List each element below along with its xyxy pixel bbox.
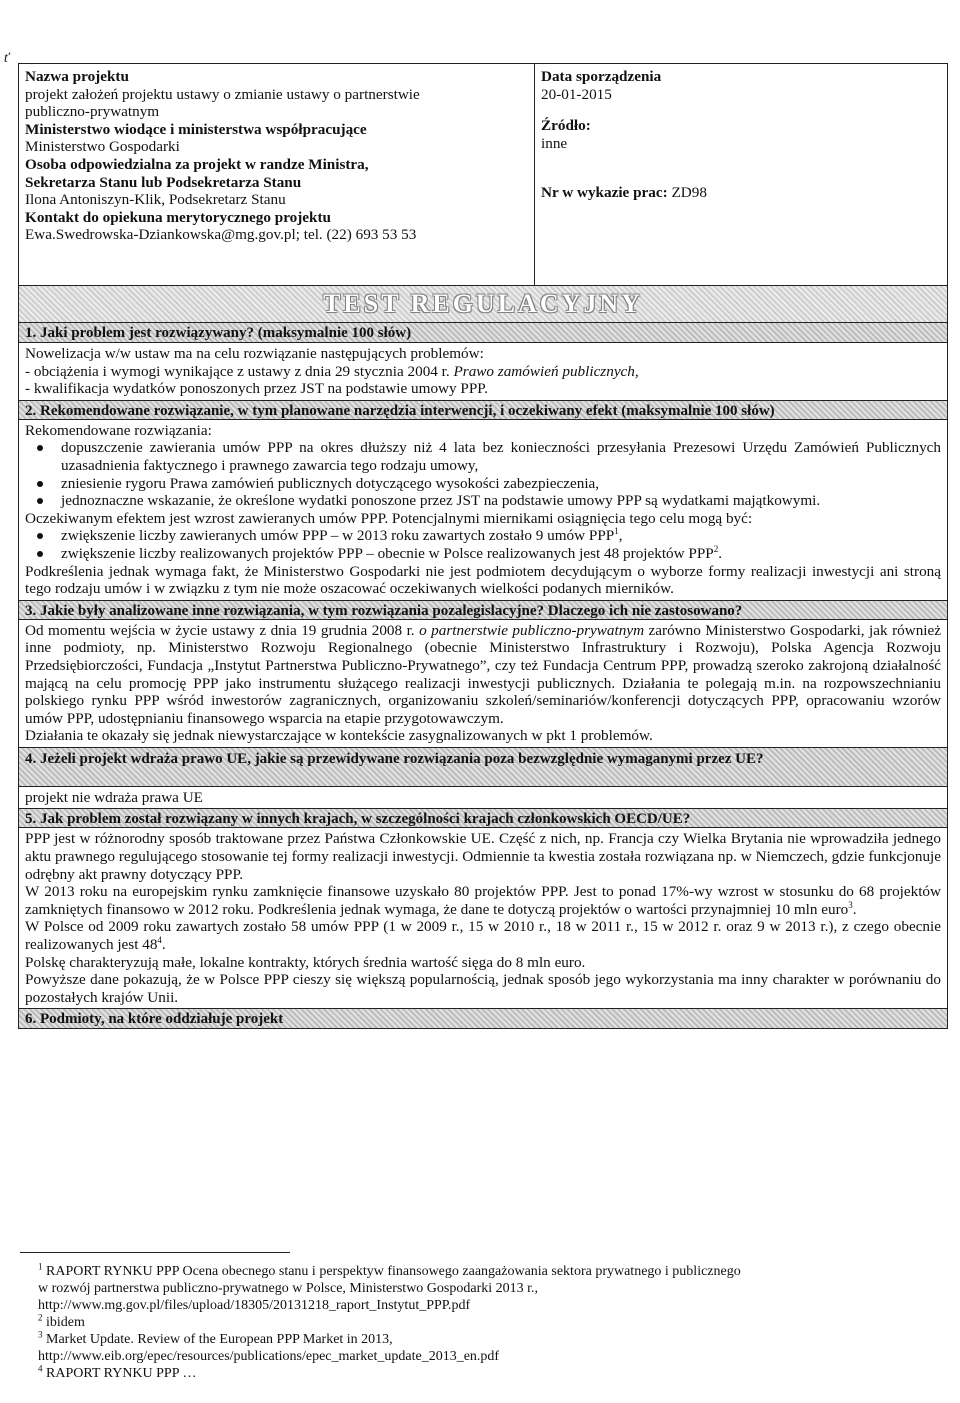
- footnote-1: [38, 1263, 918, 1280]
- s2-metrics: [25, 527, 941, 562]
- s5-paragraph-2: [25, 883, 941, 918]
- section-6-heading: 6. Podmioty, na które oddziałuje projekt: [19, 1008, 947, 1028]
- section-5-body: [19, 828, 947, 1008]
- source-label: Źródło:: [541, 117, 591, 135]
- footnote-1-text: RAPORT RYNKU PPP Ocena obecnego stanu i perspektyw finansowego zaangażowania sektora prywatnego i publicznego: [46, 1264, 741, 1279]
- header-block: [19, 64, 947, 286]
- footnote-ref-4: 4: [157, 934, 162, 945]
- metric-1-end: ,: [618, 527, 623, 545]
- s3-text-a: Od momentu wejścia w życie ustawy z dnia 19 grudnia 2008 r.: [25, 621, 420, 639]
- corner-mark: ť: [4, 51, 10, 66]
- footnote-ref-1: 1: [614, 526, 619, 537]
- s5-paragraph-5: Powyższe dane pokazują, że w Polsce PPP cieszy się większą popularnością, jednak sposób jego wykorzystania ma inny charakter w porównaniu do pozostałych krajów Unii.: [25, 971, 941, 1006]
- worklist-label: Nr w wykazie prac:: [541, 184, 668, 202]
- section-4-body: [19, 787, 947, 809]
- worklist-value: ZD98: [671, 184, 707, 202]
- responsible-value: Ilona Antoniszyn-Klik, Podsekretarz Stanu: [25, 191, 286, 209]
- footnotes: [18, 1252, 918, 1382]
- list-item: dopuszczenie zawierania umów PPP na okres dłuższy niż 4 lata bez konieczności przesyłania Prezesowi Urzędu Zamówień Publicznych uzasadnienia faktycznego i prawnego zawarcia tego rodzaju umowy,: [25, 439, 941, 474]
- s5-paragraph-1: PPP jest w różnorodny sposób traktowane przez Państwa Członkowskie UE. Część z nich, np. Francja czy Wielka Brytania nie wprowadziła jednego aktu prawnego regulującego stosowanie tej formy realizacji inwestycji. Odmiennie ta kwestia została rozwiązana np. w Niemczech, gdzie funkcjonuje odrębny akt prawny dotyczący PPP.: [25, 830, 941, 883]
- metric-2: zwiększenie liczby realizowanych projektów PPP – obecnie w Polsce realizowanych jest 48 projektów PPP: [61, 544, 714, 562]
- regulatory-test-form: [18, 63, 948, 1029]
- footnote-1-number: 1: [38, 1261, 43, 1272]
- section-2-heading: 2. Rekomendowane rozwiązanie, w tym planowane narzędzia interwencji, i oczekiwany efekt (maksymalnie 100 słów): [19, 400, 947, 420]
- s5-p2-text: W 2013 roku na europejskim rynku zamknięcie finansowe uzyskało 80 projektów PPP. Jest to ponad 17%-wy wzrost w stosunku do 68 projektów zamkniętych finansowo w 2012 roku. Podkreślenia jednak wymaga, że dane te dotyczą projektów o wartości przynajmniej 10 mln euro: [25, 883, 941, 918]
- banner-title: TEST REGULACYJNY: [323, 289, 643, 318]
- s2-closing: Podkreślenia jednak wymaga fakt, że Ministerstwo Gospodarki nie jest podmiotem decydującym o wyborze formy realizacji inwestycji ani stroną tego rodzaju umów i w związku z tym nie może oszacować oczekiwanych wielkości podanych mierników.: [25, 562, 941, 598]
- s3-paragraph-2: Działania te okazały się jednak niewystarczające w kontekście zasygnalizowanych w pkt 1 problemów.: [25, 727, 653, 745]
- s4-text: projekt nie wdraża prawa UE: [25, 788, 203, 806]
- s5-p2-end: .: [852, 900, 857, 918]
- footnote-rule: [20, 1252, 290, 1253]
- s5-p3-text: W Polsce od 2009 roku zawartych zostało 58 umów PPP (1 w 2009 r., 15 w 2010 r., 18 w 2011 r., 15 w 2012 r. oraz 9 w 2013 r.), z czego obecnie realizowanych jest 48: [25, 918, 941, 954]
- footnote-2-number: 2: [38, 1312, 43, 1323]
- footnote-3-text: Market Update. Review of the European PPP Market in 2013,: [46, 1332, 393, 1347]
- contact-label: Kontakt do opiekuna merytorycznego projektu: [25, 208, 331, 226]
- s1-intro: Nowelizacja w/w ustaw ma na celu rozwiązanie następujących problemów:: [25, 345, 484, 362]
- footnote-2: [38, 1314, 918, 1331]
- s5-paragraph-3: [25, 918, 941, 953]
- footnote-3-number: 3: [38, 1329, 43, 1340]
- s2-effect: Oczekiwanym efektem jest wzrost zawieranych umów PPP. Potencjalnymi miernikami osiągnięcia tego celu mogą być:: [25, 509, 753, 527]
- header-left: [19, 64, 535, 285]
- footnote-3-link[interactable]: http://www.eib.org/epec/resources/publications/epec_market_update_2013_en.pdf: [38, 1349, 500, 1364]
- s5-paragraph-4: Polskę charakteryzują małe, lokalne kontrakty, których średnia wartość sięga do 8 mln euro.: [25, 953, 586, 971]
- section-2-body: [19, 420, 947, 600]
- section-5-heading: 5. Jak problem został rozwiązany w innych krajach, w szczególności krajach członkowskich OECD/UE?: [19, 808, 947, 828]
- s2-intro: Rekomendowane rozwiązania:: [25, 421, 212, 439]
- s1-item-1-text: - obciążenia i wymogi wynikające z ustawy z dnia 29 stycznia 2004 r.: [25, 362, 454, 380]
- section-1-heading: 1. Jaki problem jest rozwiązywany? (maksymalnie 100 słów): [19, 323, 947, 343]
- s1-item-1-act: Prawo zamówień publicznych,: [453, 362, 639, 380]
- date-value: 20-01-2015: [541, 85, 612, 103]
- section-3-body: [19, 620, 947, 747]
- s3-paragraph-1: [25, 622, 941, 728]
- ministries-label: Ministerstwo wiodące i ministerstwa współpracujące: [25, 120, 367, 138]
- metric-2-end: .: [718, 544, 723, 562]
- footnote-ref-2: 2: [713, 543, 719, 554]
- s1-item-1: [25, 363, 941, 381]
- footnote-1-link[interactable]: http://www.mg.gov.pl/files/upload/18305/20131218_raport_Instytut_PPP.pdf: [38, 1298, 471, 1313]
- s3-act-title: o partnerstwie publiczno-prywatnym: [419, 621, 645, 639]
- project-name-value-2: publiczno-prywatnym: [25, 103, 160, 121]
- source-value: inne: [541, 134, 568, 152]
- footnote-3: [38, 1331, 918, 1348]
- s1-item-2: - kwalifikacja wydatków ponoszonych przez JST na podstawie umowy PPP.: [25, 380, 488, 398]
- list-item: zniesienie rygoru Prawa zamówień publicznych dotyczącego wysokości zabezpieczenia,: [25, 475, 941, 493]
- footnote-2-text: ibidem: [46, 1315, 85, 1330]
- footnote-4: [38, 1365, 918, 1382]
- list-item: jednoznaczne wskazanie, że określone wydatki ponoszone przez JST na podstawie umowy PPP są wydatkami majątkowymi.: [25, 492, 941, 510]
- header-right: [535, 64, 947, 285]
- responsible-label-1: Osoba odpowiedzialna za projekt w randze Ministra,: [25, 155, 369, 173]
- s5-p3-end: .: [161, 936, 166, 954]
- project-name-label: Nazwa projektu: [25, 68, 129, 85]
- list-item: [25, 545, 941, 563]
- footnote-4-text: RAPORT RYNKU PPP …: [46, 1366, 197, 1381]
- footnote-1-line-2: w rozwój partnerstwa publiczno-prywatnego w Polsce, Ministerstwo Gospodarki 2013 r.,: [38, 1281, 539, 1296]
- footnote-4-number: 4: [38, 1363, 43, 1374]
- project-name-value-1: projekt założeń projektu ustawy o zmianie ustawy o partnerstwie: [25, 85, 420, 103]
- test-banner: [19, 286, 947, 323]
- section-1-body: [19, 343, 947, 400]
- responsible-label-2: Sekretarza Stanu lub Podsekretarza Stanu: [25, 173, 302, 191]
- s3-text-c: zarówno Ministerstwo Gospodarki, jak również inne podmioty, np. Ministerstwo Rozwoju Regionalnego (obecnie Ministerstwo Infrastruktury i Rozwoju), Polska Agencja Rozwoju Przedsiębiorczości, Fundacja „Instytut Partnerstwa Publiczno-Prywatnego”, czy też Fundacja Centrum PPP, prowadzą szeroko zakrojoną działalność mającą na celu promocję PPP jako instrumentu służącego realizacji inwestycji publicznych. Działania te polegają m.in. na rozpowszechnianiu polskiego rynku PPP wśród inwestorów zagranicznych, organizowaniu szkoleń/seminariów/konferencji dotyczących PPP, opracowaniu wzorów umów PPP, udostępnianiu finansowego wsparcia na etapie przygotowawczym.: [25, 621, 942, 727]
- s2-recommendations: [25, 439, 941, 509]
- metric-1: zwiększenie liczby zawieranych umów PPP – w 2013 roku zawartych zostało 9 umów PPP: [61, 527, 615, 545]
- footnote-ref-3: 3: [848, 899, 853, 910]
- worklist-line: [541, 184, 941, 202]
- list-item: [25, 527, 941, 545]
- ministries-value: Ministerstwo Gospodarki: [25, 138, 180, 156]
- section-3-heading: 3. Jakie były analizowane inne rozwiązania, w tym rozwiązania pozalegislacyjne? Dlaczego ich nie zastosowano?: [19, 600, 947, 620]
- section-4-heading: 4. Jeżeli projekt wdraża prawo UE, jakie są przewidywane rozwiązania poza bezwzględnie wymaganymi przez UE?: [19, 747, 947, 787]
- date-label: Data sporządzenia: [541, 68, 662, 85]
- contact-value[interactable]: Ewa.Swedrowska-Dziankowska@mg.gov.pl; tel. (22) 693 53 53: [25, 226, 417, 244]
